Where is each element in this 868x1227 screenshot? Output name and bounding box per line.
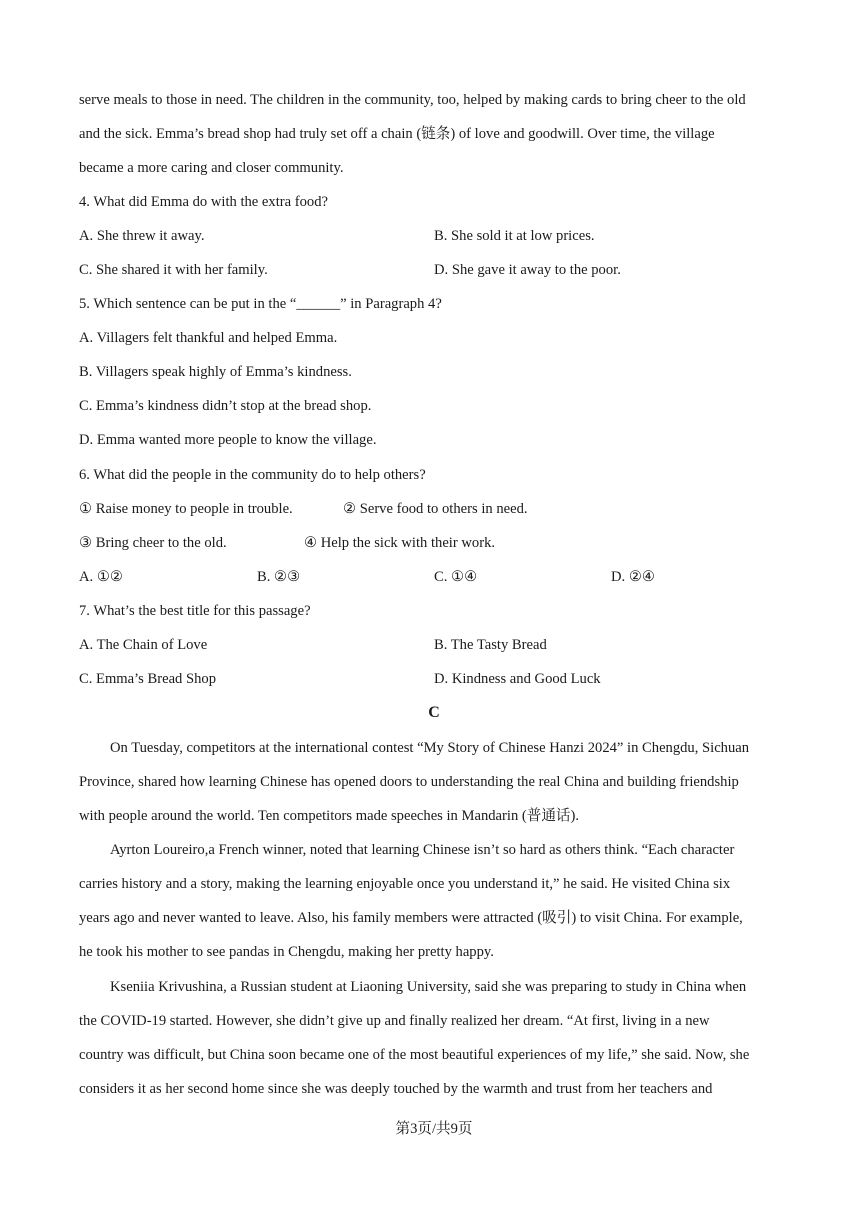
q5-option-c: C. Emma’s kindness didn’t stop at the bread shop. [79, 398, 372, 414]
q6-item-2: ② Serve food to others in need. [343, 501, 528, 517]
paragraph-line: years ago and never wanted to leave. Also, his family members were attracted (吸引) to visit China. For example, [79, 910, 743, 926]
q7-option-d: D. Kindness and Good Luck [434, 671, 601, 687]
passage-line: became a more caring and closer community. [79, 160, 344, 176]
paragraph-line: considers it as her second home since she was deeply touched by the warmth and trust from her teachers and [79, 1081, 713, 1097]
q6-option-d: D. ②④ [611, 569, 656, 585]
paragraph-line: Ayrton Loureiro,a French winner, noted that learning Chinese isn’t so hard as others think. “Each character [110, 842, 735, 858]
q7-option-c: C. Emma’s Bread Shop [79, 671, 217, 687]
paragraph-line: carries history and a story, making the learning enjoyable once you understand it,” he said. He visited China six [79, 876, 731, 892]
q5-option-a: A. Villagers felt thankful and helped Emma. [79, 330, 338, 346]
passage-line: serve meals to those in need. The children in the community, too, helped by making cards to bring cheer to the old [79, 92, 746, 108]
passage-line: and the sick. Emma’s bread shop had truly set off a chain (链条) of love and goodwill. Over time, the village [79, 126, 715, 142]
q6-item-4: ④ Help the sick with their work. [304, 535, 496, 551]
q6-option-a: A. ①② [79, 569, 124, 585]
paragraph-line: with people around the world. Ten competitors made speeches in Mandarin (普通话). [79, 808, 580, 824]
paragraph-line: country was difficult, but China soon became one of the most beautiful experiences of my life,” she said. Now, she [79, 1047, 750, 1063]
q4-option-b: B. She sold it at low prices. [434, 228, 595, 244]
paragraph-line: On Tuesday, competitors at the international contest “My Story of Chinese Hanzi 2024” in Chengdu, Sichuan [110, 740, 750, 756]
question-6-stem: 6. What did the people in the community do to help others? [79, 467, 426, 483]
page-number: 第3页/共9页 [395, 1121, 473, 1137]
question-7-stem: 7. What’s the best title for this passage? [79, 603, 311, 619]
q6-option-b: B. ②③ [257, 569, 301, 585]
paragraph-line: Kseniia Krivushina, a Russian student at Liaoning University, said she was preparing to study in China when [110, 979, 747, 995]
q4-option-c: C. She shared it with her family. [79, 262, 268, 278]
paragraph-line: the COVID-19 started. However, she didn’t give up and finally realized her dream. “At first, living in a new [79, 1013, 710, 1029]
q4-option-a: A. She threw it away. [79, 228, 205, 244]
q5-option-b: B. Villagers speak highly of Emma’s kindness. [79, 364, 352, 380]
paragraph-line: he took his mother to see pandas in Chengdu, making her pretty happy. [79, 944, 494, 960]
section-c-heading: C [428, 704, 440, 721]
q6-option-c: C. ①④ [434, 569, 478, 585]
paragraph-line: Province, shared how learning Chinese has opened doors to understanding the real China and building friendship [79, 774, 739, 790]
q5-option-d: D. Emma wanted more people to know the village. [79, 432, 377, 448]
q7-option-a: A. The Chain of Love [79, 637, 208, 653]
question-5-stem: 5. Which sentence can be put in the “______” in Paragraph 4? [79, 296, 442, 312]
q6-item-1: ① Raise money to people in trouble. [79, 501, 293, 517]
question-4-stem: 4. What did Emma do with the extra food? [79, 194, 328, 210]
q7-option-b: B. The Tasty Bread [434, 637, 547, 653]
q6-item-3: ③ Bring cheer to the old. [79, 535, 227, 551]
q4-option-d: D. She gave it away to the poor. [434, 262, 621, 278]
